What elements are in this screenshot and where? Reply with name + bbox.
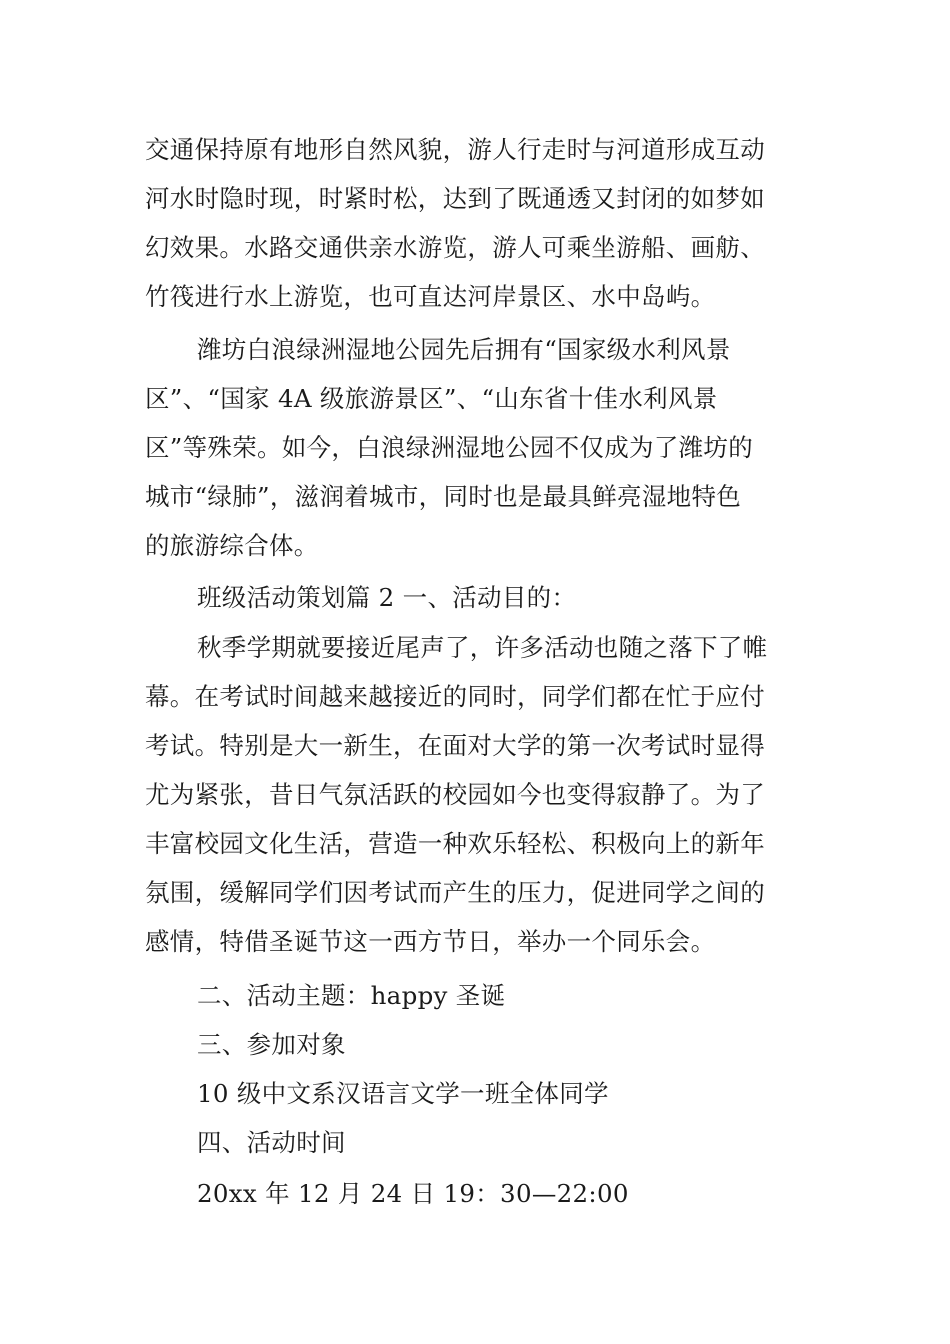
- paragraph-line: 幕。在考试时间越来越接近的同时，同学们都在忙于应付: [145, 682, 765, 711]
- section-heading: 三、参加对象: [197, 1030, 346, 1059]
- paragraph-line: 丰富校园文化生活，营造一种欢乐轻松、积极向上的新年: [145, 829, 765, 858]
- paragraph-line: 感情，特借圣诞节这一西方节日，举办一个同乐会。: [145, 927, 716, 956]
- paragraph-line: 幻效果。水路交通供亲水游览，游人可乘坐游船、画舫、: [145, 233, 765, 262]
- paragraph-line: 河水时隐时现，时紧时松，达到了既通透又封闭的如梦如: [145, 184, 765, 213]
- paragraph-line: 20xx 年 12 月 24 日 19：30—22:00: [197, 1179, 629, 1208]
- section-heading: 班级活动策划篇 2 一、活动目的：: [197, 583, 577, 612]
- paragraph-line: 氛围，缓解同学们因考试而产生的压力，促进同学之间的: [145, 878, 765, 907]
- paragraph-line: 潍坊白浪绿洲湿地公园先后拥有“国家级水利风景: [197, 335, 731, 364]
- section-heading: 四、活动时间: [197, 1128, 346, 1157]
- paragraph-line: 竹筏进行水上游览，也可直达河岸景区、水中岛屿。: [145, 282, 716, 311]
- paragraph-line: 考试。特别是大一新生，在面对大学的第一次考试时显得: [145, 731, 765, 760]
- paragraph-line: 区”、“国家 4A 级旅游景区”、“山东省十佳水利风景: [145, 384, 718, 413]
- paragraph-line: 10 级中文系汉语言文学一班全体同学: [197, 1079, 609, 1108]
- paragraph-line: 秋季学期就要接近尾声了，许多活动也随之落下了帷: [197, 633, 768, 662]
- section-heading: 二、活动主题：happy 圣诞: [197, 981, 506, 1010]
- paragraph-line: 交通保持原有地形自然风貌，游人行走时与河道形成互动: [145, 135, 765, 164]
- paragraph-line: 的旅游综合体。: [145, 531, 319, 560]
- paragraph-line: 城市“绿肺”，滋润着城市，同时也是最具鲜亮湿地特色: [145, 482, 742, 511]
- paragraph-line: 尤为紧张，昔日气氛活跃的校园如今也变得寂静了。为了: [145, 780, 765, 809]
- paragraph-line: 区”等殊荣。如今，白浪绿洲湿地公园不仅成为了潍坊的: [145, 433, 754, 462]
